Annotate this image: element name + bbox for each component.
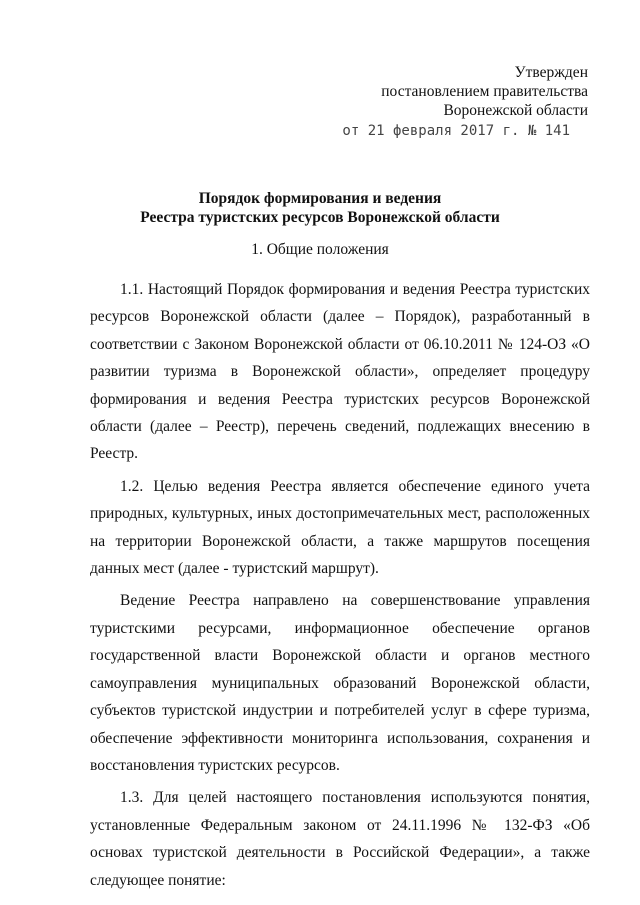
title-line-2: Реестра туристских ресурсов Воронежской области — [140, 209, 500, 226]
approval-line-1: Утвержден — [514, 64, 588, 81]
approval-block — [342, 63, 588, 141]
paragraph-1-2: 1.2. Целью ведения Реестра является обеспечение единого учета природных, культурных, иных достопримечательных мест, расположенных на территории Воронежской области, а также маршрутов посещения данных мест (далее - туристский маршрут). — [90, 477, 590, 578]
approval-line-3: Воронежской области — [443, 102, 588, 119]
document-body — [90, 276, 590, 894]
paragraph-registry-purpose: Ведение Реестра направлено на совершенствование управления туристскими ресурсами, информационное обеспечение органов государственной власти Воронежской области и органов местного самоуправления муниципальных образований Воронежской области, субъектов туристской индустрии и потребителей услуг в сфере туризма, обеспечение эффективности мониторинга использования, сохранения и восстановления туристских ресурсов. — [90, 592, 590, 774]
document-title — [0, 189, 640, 227]
paragraph-1-1: 1.1. Настоящий Порядок формирования и ведения Реестра туристских ресурсов Воронежской области (далее – Порядок), разработанный в соответствии с Законом Воронежской области от 06.10.2011 № 124-ОЗ «О развитии туризма в Воронежской области», определяет процедуру формирования и ведения Реестра туристских ресурсов Воронежской области (далее – Реестр), перечень сведений, подлежащих внесению в Реестр. — [90, 281, 590, 463]
approval-date-stamp: от 21 февраля 2017 г. № 141 — [342, 123, 570, 139]
paragraph-1-3: 1.3. Для целей настоящего постановления используются понятия, установленные Федеральным законом от 24.11.1996 № 132-ФЗ «Об основах туристской деятельности в Российской Федерации», а также следующее понятие: — [90, 789, 590, 889]
section-heading: 1. Общие положения — [251, 241, 389, 258]
approval-line-2: постановлением правительства — [381, 83, 588, 100]
title-line-1: Порядок формирования и ведения — [198, 190, 442, 207]
